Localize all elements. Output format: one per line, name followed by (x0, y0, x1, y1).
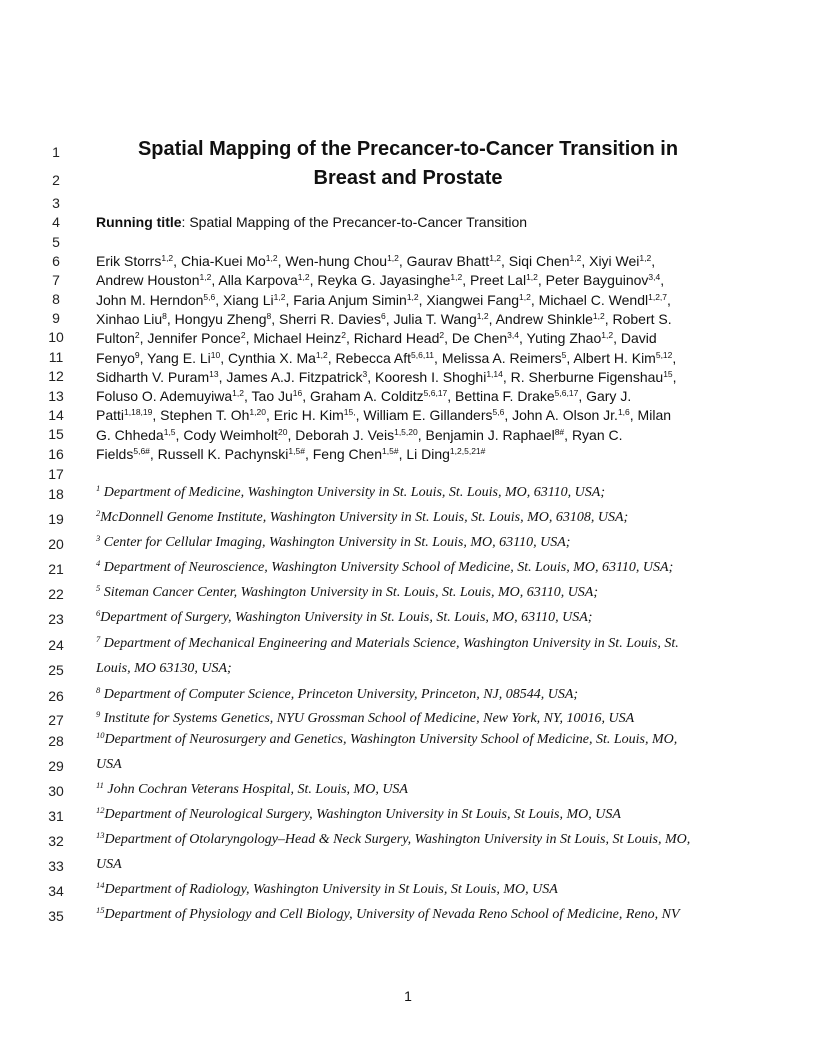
affiliation-marker: 1,2 (315, 349, 328, 360)
author-name: , Robert S. (604, 310, 672, 327)
affiliation-marker: 1,5,20 (394, 426, 418, 437)
line-number: 31 (48, 808, 64, 824)
affiliation-text: Siteman Cancer Center, Washington University in St. Louis, St. Louis, MO, 63110, USA; (100, 585, 599, 600)
paper-title-line-2: Breast and Prostate (313, 167, 503, 189)
affiliation-marker: 3,4 (648, 272, 661, 283)
affiliation-number: 12 (96, 805, 105, 815)
affiliation-text: Institute for Systems Genetics, NYU Grossman School of Medicine, New York, NY, 10016, USA (100, 711, 635, 726)
line-number: 21 (48, 561, 64, 577)
author-name: , Andrew Shinkle (488, 310, 593, 327)
author-name: , Stephen T. Oh (152, 407, 250, 424)
affiliation-marker: 13 (209, 368, 219, 379)
author-name: Erik Storrs (96, 253, 162, 269)
author-name: , Feng Chen (304, 446, 383, 462)
author-name: , Julia T. Wang (385, 310, 477, 327)
line-number: 2 (52, 172, 60, 188)
author-name: Sidharth V. Puram (96, 368, 210, 385)
affiliation-number: 11 (96, 780, 104, 790)
author-line (96, 368, 726, 386)
author-name: , Faria Anjum Simin (285, 291, 407, 308)
affiliation-entry (96, 610, 726, 626)
author-name: , Reyka G. Jayasinghe (309, 272, 451, 289)
author-name: , Wen-hung Chou (277, 253, 388, 269)
affiliation-number: 10 (96, 730, 105, 740)
affiliation-marker: 1,6 (617, 407, 630, 418)
line-number: 16 (48, 446, 64, 462)
affiliation-marker: 1,2 (387, 253, 399, 263)
page-number: 1 (404, 988, 412, 1004)
line-number: 10 (48, 329, 64, 345)
affiliation-entry (96, 510, 726, 526)
affiliation-entry (96, 585, 726, 601)
line-number: 8 (52, 291, 60, 307)
affiliation-marker: 5 (561, 349, 567, 360)
affiliation-entry (96, 687, 726, 703)
author-name: John M. Herndon (96, 291, 204, 308)
author-name: Fields (96, 446, 134, 462)
affiliation-marker: 2 (341, 330, 346, 341)
line-number: 26 (48, 688, 64, 704)
affiliation-text: Department of Surgery, Washington University in St. Louis, St. Louis, MO, 63110, USA; (100, 610, 593, 625)
affiliation-marker: 1,2 (265, 253, 278, 263)
affiliation-marker: 1,14 (486, 368, 503, 379)
affiliation-entry (96, 882, 726, 898)
affiliation-marker: 1,2 (601, 330, 614, 341)
author-name: Patti (96, 407, 125, 424)
author-name: , Preet Lal (462, 272, 527, 289)
line-number: 13 (48, 388, 64, 404)
author-line (96, 329, 726, 347)
author-name: , James A.J. Fitzpatrick (218, 368, 363, 385)
affiliation-marker: 1,2 (526, 272, 538, 283)
affiliation-text: Department of Radiology, Washington University in St Louis, St Louis, MO, USA (104, 882, 558, 897)
affiliation-marker: 1,2 (199, 272, 212, 283)
author-name: , Albert H. Kim (566, 349, 656, 366)
author-name: , Hongyu Zheng (166, 310, 267, 327)
affiliation-entry (96, 711, 726, 727)
line-number: 28 (48, 733, 64, 749)
line-number: 3 (52, 195, 60, 211)
affiliation-marker: 5,12 (655, 349, 673, 360)
affiliation-marker: 6 (380, 310, 386, 321)
author-name: , Yuting Zhao (519, 330, 602, 347)
author-line (96, 271, 726, 289)
affiliation-marker: 8 (266, 310, 272, 321)
line-number: 20 (48, 536, 64, 552)
author-name: , Xiyi Wei (581, 253, 640, 269)
author-name: , Cody Weimholt (175, 426, 278, 443)
author-name: , Kooresh I. Shoghi (367, 368, 487, 385)
author-name: , Bettina F. Drake (447, 388, 555, 405)
affiliation-marker: 15, (343, 407, 356, 418)
affiliation-number: 14 (96, 880, 105, 890)
affiliation-text: Department of Otolaryngology–Head & Neck Surgery, Washington University in St Louis, St Louis, MO, (104, 832, 691, 847)
author-line (96, 426, 726, 444)
author-name: , Graham A. Colditz (302, 388, 424, 405)
affiliation-number: 15 (96, 905, 105, 915)
affiliation-entry (96, 907, 726, 923)
affiliation-text: USA (96, 757, 122, 772)
author-name: , Peter Bayguinov (537, 272, 649, 289)
affiliation-text: Department of Neurological Surgery, Washington University in St Louis, St Louis, MO, USA (104, 807, 621, 822)
author-name: , Chia-Kuei Mo (173, 253, 266, 269)
line-number: 33 (48, 858, 64, 874)
affiliation-marker: 9 (134, 349, 140, 360)
affiliation-number: 13 (96, 830, 105, 840)
affiliation-entry (96, 661, 726, 677)
author-name: , Sherri R. Davies (271, 310, 381, 327)
affiliation-number: 6 (96, 608, 101, 618)
affiliation-marker: 1,2 (232, 388, 244, 399)
running-title-label: Running title (96, 214, 182, 230)
affiliation-text: Department of Physiology and Cell Biology, University of Nevada Reno School of Medicine, Reno, NV (104, 907, 680, 922)
affiliation-marker: 1,5 (163, 426, 176, 437)
affiliation-marker: 3 (362, 368, 368, 379)
line-number: 27 (48, 712, 64, 728)
author-name: , John A. Olson Jr. (504, 407, 618, 424)
line-number: 35 (48, 908, 64, 924)
affiliation-marker: 1,2 (476, 310, 489, 321)
affiliation-marker: 1,2 (297, 272, 310, 283)
line-number: 11 (48, 349, 64, 365)
affiliation-entry (96, 485, 726, 501)
affiliation-marker: 8 (162, 310, 167, 321)
author-name: , David (613, 330, 657, 347)
affiliation-marker: 1,2,5,21# (449, 446, 486, 456)
affiliation-marker: 1,2 (569, 253, 582, 263)
affiliation-text: Louis, MO 63130, USA; (96, 661, 232, 676)
author-name: , (672, 368, 677, 385)
author-name: Andrew Houston (96, 272, 200, 289)
author-name: , (651, 253, 656, 269)
author-name: , Li Ding (398, 446, 450, 462)
author-name: , (660, 272, 665, 289)
affiliation-marker: 1,2 (489, 253, 502, 263)
affiliation-marker: 1,2 (161, 253, 174, 263)
author-name: , (667, 291, 671, 308)
author-name: Fulton (96, 330, 135, 347)
affiliation-entry (96, 857, 726, 873)
author-name: , Milan (629, 407, 672, 424)
author-name: G. Chheda (96, 426, 164, 443)
author-name: , Yang E. Li (139, 349, 211, 366)
affiliation-marker: 1,2 (592, 310, 605, 321)
line-number: 4 (52, 214, 60, 230)
affiliation-number: 9 (96, 709, 101, 719)
line-number: 14 (48, 407, 64, 423)
line-number: 7 (52, 272, 60, 288)
affiliation-entry (96, 832, 726, 848)
author-line (96, 445, 726, 463)
author-name: , Eric H. Kim (265, 407, 344, 424)
affiliation-entry (96, 535, 726, 551)
affiliation-marker: 1,2 (639, 253, 652, 263)
affiliation-marker: 2 (134, 330, 140, 341)
affiliation-marker: 20 (278, 426, 288, 437)
author-name: , Xiangwei Fang (418, 291, 520, 308)
affiliation-marker: 5,6,11 (411, 349, 435, 360)
affiliation-text: Department of Neurosurgery and Genetics, Washington University School of Medicine, St. Louis, MO, (104, 732, 678, 747)
author-name: , Melissa A. Reimers (434, 349, 562, 366)
running-title-text: : Spatial Mapping of the Precancer-to-Cancer Transition (181, 214, 528, 230)
affiliation-text: USA (96, 857, 122, 872)
line-number: 34 (48, 883, 64, 899)
paper-title-line-1: Spatial Mapping of the Precancer-to-Cancer Transition in (137, 138, 679, 160)
author-name: , Rebecca Aft (327, 349, 412, 366)
author-name: , Michael Heinz (245, 330, 342, 347)
line-number: 17 (48, 466, 64, 482)
author-line (96, 252, 726, 270)
affiliation-text: Department of Medicine, Washington University in St. Louis, St. Louis, MO, 63110, USA; (100, 485, 605, 500)
author-name: , De Chen (444, 330, 508, 347)
affiliation-number: 2 (96, 508, 101, 518)
affiliation-number: 4 (96, 558, 101, 568)
affiliation-marker: 1,20 (249, 407, 266, 418)
author-name: , Xiang Li (215, 291, 274, 308)
affiliation-marker: 1,2 (519, 291, 531, 302)
affiliation-text: Department of Computer Science, Princeton University, Princeton, NJ, 08544, USA; (100, 687, 579, 702)
affiliation-marker: 1,2 (273, 291, 286, 302)
author-line (96, 406, 726, 424)
affiliation-marker: 1,2,7 (648, 291, 668, 302)
affiliation-text: Department of Mechanical Engineering and Materials Science, Washington University in St. Louis, St. (100, 636, 679, 651)
affiliation-marker: 5,6,17 (554, 388, 579, 399)
line-number: 22 (48, 586, 64, 602)
affiliation-entry (96, 807, 726, 823)
affiliation-marker: 1,5# (382, 446, 399, 456)
affiliation-text: McDonnell Genome Institute, Washington University in St. Louis, St. Louis, MO, 63108, USA; (100, 510, 629, 525)
affiliation-marker: 1,2 (406, 291, 419, 302)
line-number: 1 (52, 144, 60, 160)
author-name: , Siqi Chen (501, 253, 570, 269)
author-name: , Deborah J. Veis (287, 426, 395, 443)
affiliation-entry (96, 636, 726, 652)
author-line (96, 310, 726, 328)
author-name: , (672, 349, 677, 366)
affiliation-entry (96, 782, 726, 798)
affiliation-number: 5 (96, 583, 101, 593)
line-number: 19 (48, 511, 64, 527)
line-number: 18 (48, 486, 64, 502)
affiliation-marker: 2 (240, 330, 246, 341)
affiliation-number: 7 (96, 634, 101, 644)
affiliation-marker: 2 (439, 330, 445, 341)
line-number: 5 (52, 234, 60, 250)
affiliation-entry (96, 560, 726, 576)
affiliation-text: Center for Cellular Imaging, Washington University in St. Louis, MO, 63110, USA; (100, 535, 571, 550)
line-number: 32 (48, 833, 64, 849)
line-number: 9 (52, 310, 60, 326)
author-name: , Jennifer Ponce (139, 330, 241, 347)
affiliation-marker: 15 (663, 368, 673, 379)
affiliation-marker: 3,4 (507, 330, 519, 341)
author-name: , Richard Head (346, 330, 440, 347)
author-name: , Ryan C. (564, 426, 623, 443)
affiliation-text: Department of Neuroscience, Washington University School of Medicine, St. Louis, MO, 63110, USA; (100, 560, 674, 575)
author-name: , Michael C. Wendl (530, 291, 649, 308)
author-name: , Tao Ju (244, 388, 293, 405)
affiliation-marker: 1,5# (288, 446, 305, 456)
line-number: 30 (48, 783, 64, 799)
affiliation-number: 1 (96, 483, 101, 493)
author-name: Fenyo (96, 349, 135, 366)
author-name: , R. Sherburne Figenshau (502, 368, 664, 385)
author-line (96, 291, 726, 309)
author-name: Xinhao Liu (96, 310, 163, 327)
line-number: 15 (48, 426, 64, 442)
line-number: 12 (48, 368, 64, 384)
affiliation-marker: 10 (210, 349, 221, 360)
affiliation-marker: 5,6,17 (423, 388, 448, 399)
author-name: , Gaurav Bhatt (398, 253, 490, 269)
line-number: 29 (48, 758, 64, 774)
affiliation-marker: 1,2 (450, 272, 463, 283)
affiliation-number: 8 (96, 685, 101, 695)
author-name: , Alla Karpova (211, 272, 298, 289)
affiliation-marker: 1,18,19 (124, 407, 153, 418)
author-name: , Cynthia X. Ma (220, 349, 316, 366)
author-name: , Russell K. Pachynski (149, 446, 289, 462)
running-title (96, 213, 726, 231)
affiliation-marker: 5,6# (133, 446, 150, 456)
line-number: 23 (48, 611, 64, 627)
affiliation-entry (96, 757, 726, 773)
author-line (96, 349, 726, 367)
affiliation-number: 3 (96, 533, 101, 543)
affiliation-marker: 5,6 (492, 407, 505, 418)
affiliation-marker: 5,6 (203, 291, 216, 302)
line-number: 25 (48, 662, 64, 678)
author-name: , William E. Gillanders (355, 407, 493, 424)
affiliation-text: John Cochran Veterans Hospital, St. Louis, MO, USA (103, 782, 408, 797)
line-number: 6 (52, 253, 60, 269)
author-line (96, 387, 726, 405)
line-number: 24 (48, 637, 64, 653)
affiliation-marker: 8# (554, 426, 565, 437)
author-name: , Benjamin J. Raphael (417, 426, 555, 443)
author-name: Foluso O. Ademuyiwa (96, 388, 233, 405)
affiliation-entry (96, 732, 726, 748)
affiliation-marker: 16 (292, 388, 303, 399)
author-name: , Gary J. (578, 388, 632, 405)
